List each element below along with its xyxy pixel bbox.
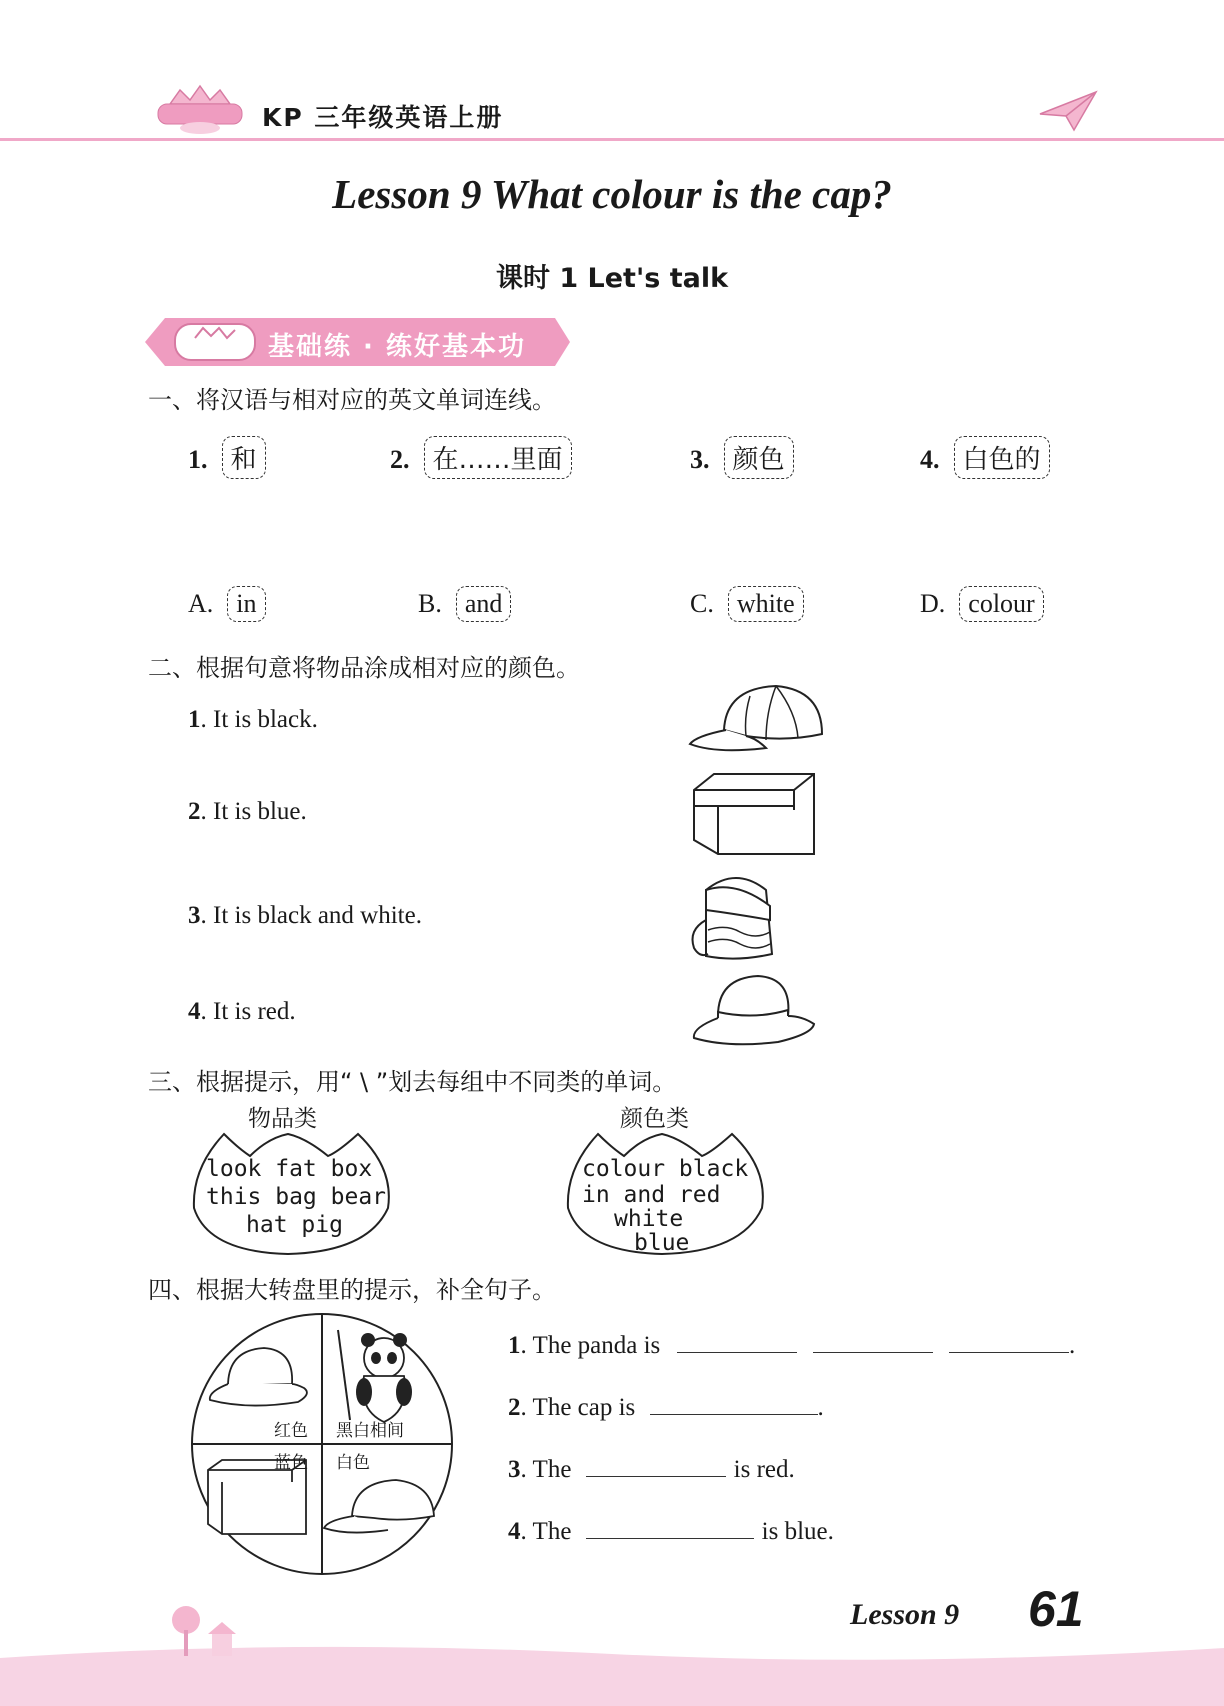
paper-plane-icon [1038, 88, 1100, 134]
answer-blank[interactable] [586, 1454, 726, 1477]
answer-blank[interactable] [677, 1330, 797, 1353]
fill-sentence-4: 4. The is blue. [508, 1518, 834, 1545]
group2-label: 颜色类 [620, 1106, 689, 1132]
group2-line-2: in and red [582, 1182, 721, 1208]
page-number: 61 [1028, 1581, 1084, 1637]
hat-drawing [688, 972, 818, 1048]
banner-label: 基础练 · 练好基本功 [268, 332, 526, 362]
group1-line-3: hat pig [246, 1212, 343, 1238]
lesson-title: Lesson 9 What colour is the cap? [332, 171, 892, 217]
box-drawing [690, 770, 818, 860]
book-title: KP 三年级英语上册 [262, 103, 504, 132]
color-sentence-4: 4. It is red. [188, 998, 296, 1025]
group1-line-1: look fat box [206, 1156, 373, 1182]
backpack-drawing [686, 870, 786, 962]
spinner-wheel [188, 1310, 456, 1578]
header-divider [0, 138, 1224, 141]
cap-drawing [686, 682, 826, 754]
group2-line-1: colour black [582, 1156, 749, 1182]
group1-line-2: this bag bear [206, 1184, 387, 1210]
group2-line-3: white [614, 1206, 684, 1232]
footer-lesson: Lesson 9 [850, 1598, 960, 1631]
match-item-1: 1. 和 [188, 436, 266, 479]
answer-blank[interactable] [949, 1330, 1069, 1353]
section3-heading: 三、根据提示，用“ \ ”划去每组中不同类的单词。 [148, 1068, 677, 1096]
fill-sentence-1: 1. The panda is . [508, 1332, 1076, 1359]
wheel-label-black-white: 黑白相间 [336, 1421, 404, 1441]
match-option-d: D. colour [920, 586, 1044, 622]
answer-blank[interactable] [813, 1330, 933, 1353]
match-item-2: 2. 在……里面 [390, 436, 572, 479]
wheel-label-red: 红色 [274, 1421, 308, 1441]
tree-house-icon [164, 1600, 264, 1656]
section4-heading: 四、根据大转盘里的提示，补全句子。 [148, 1276, 556, 1304]
match-item-4: 4. 白色的 [920, 436, 1050, 479]
color-sentence-2: 2. It is blue. [188, 798, 307, 825]
match-item-3: 3. 颜色 [690, 436, 794, 479]
answer-blank[interactable] [650, 1392, 818, 1415]
wheel-label-white: 白色 [336, 1453, 370, 1473]
logo-icon [150, 82, 250, 138]
section2-heading: 二、根据句意将物品涂成相对应的颜色。 [148, 654, 580, 682]
section1-heading: 一、将汉语与相对应的英文单词连线。 [148, 386, 556, 414]
fill-sentence-3: 3. The is red. [508, 1456, 795, 1483]
answer-blank[interactable] [586, 1516, 754, 1539]
color-sentence-3: 3. It is black and white. [188, 902, 422, 929]
color-sentence-1: 1. It is black. [188, 706, 318, 733]
match-option-a: A. in [188, 586, 266, 622]
group2-line-4: blue [634, 1230, 690, 1256]
group1-label: 物品类 [248, 1106, 317, 1132]
match-option-b: B. and [418, 586, 511, 622]
wheel-label-blue: 蓝色 [274, 1453, 308, 1473]
lesson-subtitle: 课时 1 Let's talk [495, 263, 729, 294]
match-option-c: C. white [690, 586, 804, 622]
fill-sentence-2: 2. The cap is . [508, 1394, 824, 1421]
